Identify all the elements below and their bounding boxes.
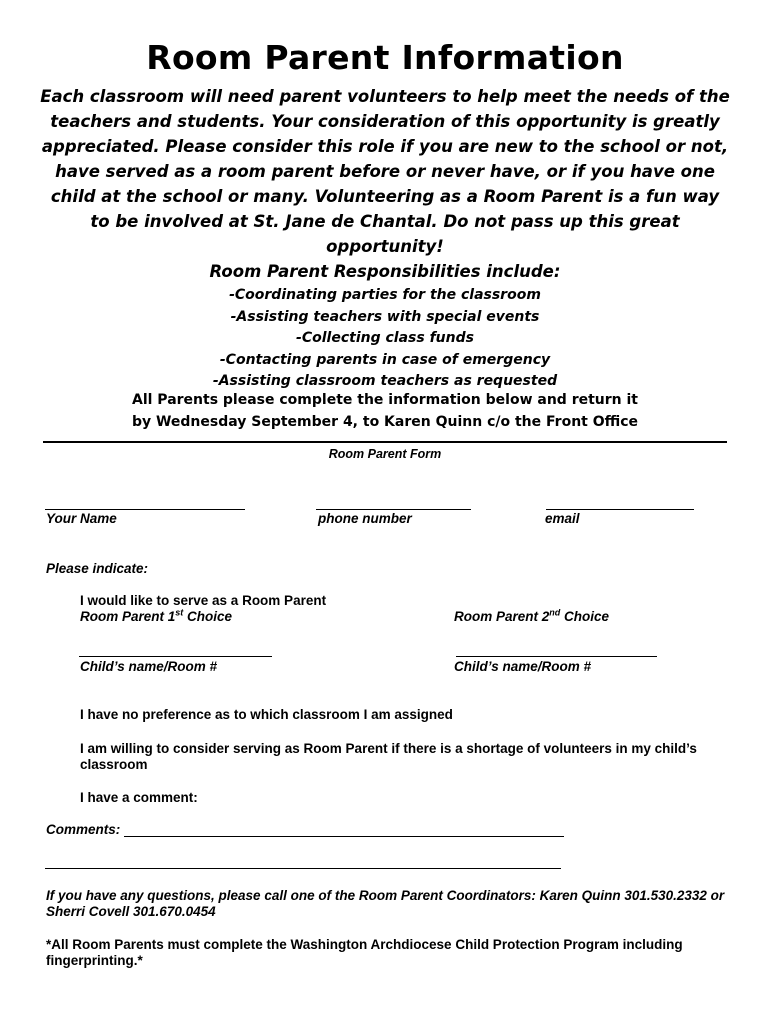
intro-section [40,84,730,393]
responsibility-item: -Coordinating parties for the classroom [229,287,541,303]
responsibility-item: -Collecting class funds [296,330,474,346]
comments-field-line-2[interactable] [45,868,561,869]
checkbox-icon[interactable] [56,594,68,608]
responsibility-item: -Assisting teachers with special events [230,308,540,325]
instructions-line-1: All Parents please complete the information below and return it [132,392,638,408]
checkbox-icon[interactable] [56,708,68,722]
email-field[interactable] [546,509,694,510]
no-preference-label: I have no preference as to which classroom I am assigned [80,707,453,722]
responsibilities-title: Room Parent Responsibilities include: [209,262,561,281]
coordinator-contact-note: If you have any questions, please call one of the Room Parent Coordinators: Karen Quinn 301.530.2332 or Sherri Covell 301.670.0454 [46,888,725,919]
email-label: email [545,511,580,526]
serve-option-label: I would like to serve as a Room Parent [80,593,327,608]
section-divider [43,441,727,443]
please-indicate-label: Please indicate: [46,561,149,576]
return-instructions [0,390,770,433]
phone-field[interactable] [316,509,471,510]
shortage-option-label: I am willing to consider serving as Room Parent if there is a shortage of volunteers in my child’s classroom [80,741,697,772]
responsibility-item: -Assisting classroom teachers as requested [212,373,558,389]
form-title: Room Parent Form [328,447,442,461]
shortage-option[interactable] [56,741,736,775]
first-choice-child-field[interactable] [79,656,272,657]
serve-option[interactable] [56,593,456,609]
intro-paragraph: Each classroom will need parent volunteers to help meet the needs of the teachers and students. Your consideration of this opportunity is greatly appreciated. Please consider this role if you are new to the school or not, have served as a room parent before or never have, or if you have one child at the school or many. Volunteering as a Room Parent is a fun way to be involved at St. Jane de Chantal. Do not pass up this great opportunity! [40,87,730,256]
comment-option-label: I have a comment: [80,790,198,805]
comments-field-line-1[interactable] [124,836,564,837]
comment-option[interactable] [56,790,356,806]
first-choice-label: Room Parent 1st Choice [80,607,233,624]
comments-label: Comments: [46,822,121,837]
responsibilities-list [40,285,730,393]
phone-label: phone number [318,511,412,526]
second-choice-label: Room Parent 2nd Choice [454,607,610,624]
page-title: Room Parent Information [146,38,624,77]
name-field[interactable] [45,509,245,510]
checkbox-icon[interactable] [56,742,68,756]
second-child-room-label: Child’s name/Room # [454,659,592,674]
second-choice-child-field[interactable] [456,656,657,657]
no-preference-option[interactable] [56,707,656,723]
child-protection-notice: *All Room Parents must complete the Washington Archdiocese Child Protection Program including fingerprinting.* [46,937,683,968]
instructions-line-2: by Wednesday September 4, to Karen Quinn c/o the Front Office [131,413,639,430]
first-child-room-label: Child’s name/Room # [80,659,218,674]
checkbox-icon[interactable] [56,791,68,805]
responsibility-item: -Contacting parents in case of emergency [219,351,551,368]
name-label: Your Name [46,511,117,526]
